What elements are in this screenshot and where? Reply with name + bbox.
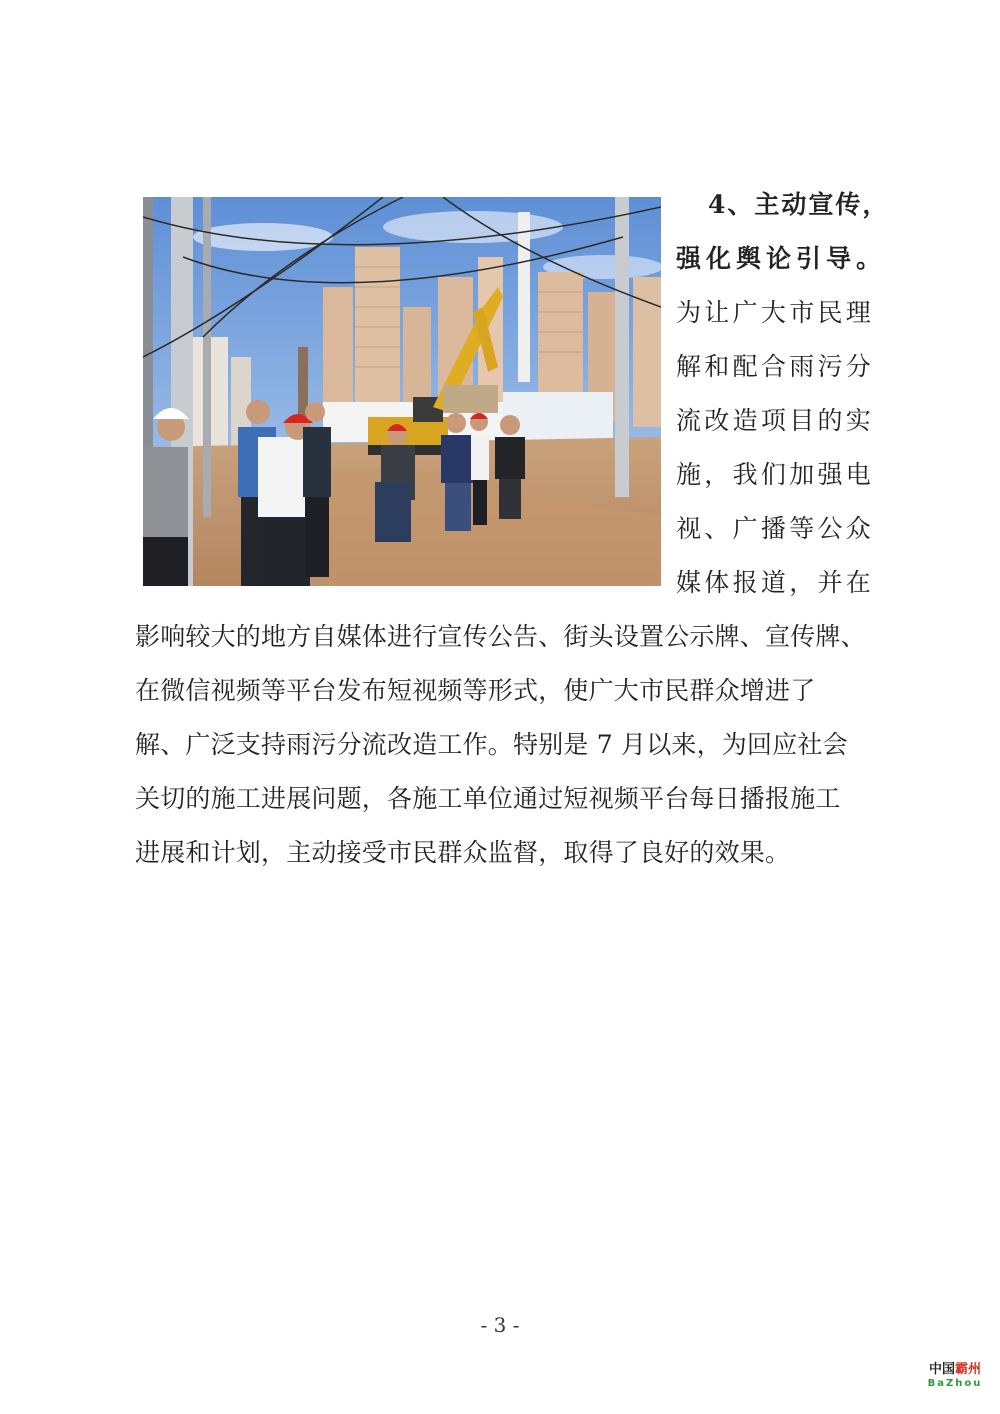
- section-heading-part2: 强化舆论引导。: [676, 244, 887, 273]
- side-paragraph-line: 视、广播等公众: [676, 514, 875, 543]
- side-paragraph-line: 解和配合雨污分: [676, 352, 875, 381]
- body-paragraph-line: 解、广泛支持雨污分流改造工作。特别是 7 月以来，为回应社会: [135, 730, 848, 759]
- watermark-part1: 中国: [928, 1362, 955, 1377]
- watermark-part2: 霸州: [955, 1362, 982, 1377]
- body-paragraph-line: 关切的施工进展问题，各施工单位通过短视频平台每日播报施工: [135, 784, 841, 813]
- body-paragraph-line: 在微信视频等平台发布短视频等形式，使广大市民群众增进了: [135, 676, 816, 705]
- bazhou-watermark-logo: [924, 1362, 986, 1391]
- section-heading-part1: 4、主动宣传，: [708, 190, 890, 219]
- construction-site-photo: [143, 197, 661, 586]
- watermark-latin: BaZhou: [927, 1378, 983, 1389]
- side-paragraph-line: 流改造项目的实: [676, 406, 875, 435]
- side-paragraph-line: 为让广大市民理: [676, 298, 875, 327]
- page-number: - 3 -: [480, 1313, 520, 1337]
- side-paragraph-line: 媒体报道，并在: [676, 568, 875, 597]
- side-paragraph-line: 施，我们加强电: [676, 460, 875, 489]
- body-paragraph-line: 影响较大的地方自媒体进行宣传公告、街头设置公示牌、宣传牌、: [135, 622, 866, 651]
- watermark-title: [924, 1362, 986, 1377]
- body-paragraph-line: 进展和计划，主动接受市民群众监督，取得了良好的效果。: [135, 838, 791, 867]
